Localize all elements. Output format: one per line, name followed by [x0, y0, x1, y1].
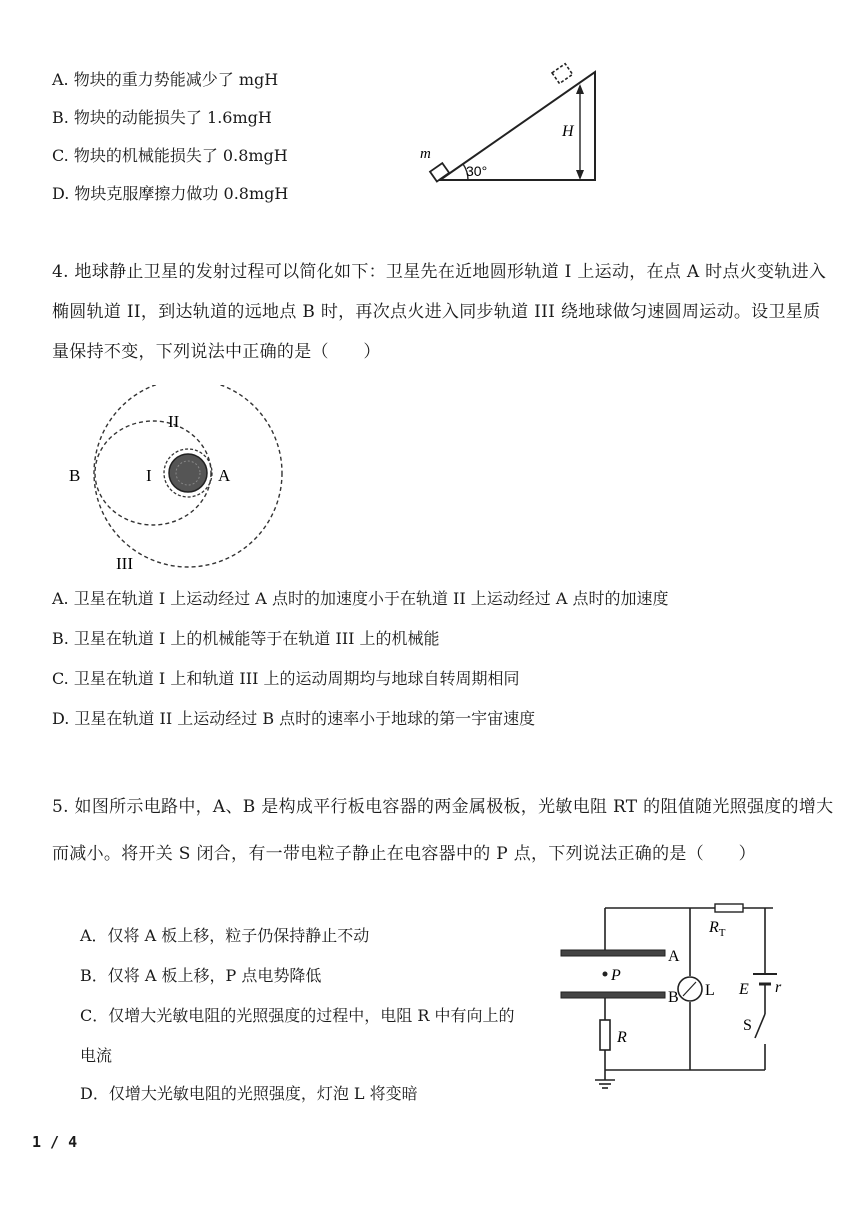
q5-stem-line1: 5. 如图所示电路中，A、B 是构成平行板电容器的两金属极板，光敏电阻 RT 的阻值随光照强度的增大 — [52, 797, 834, 817]
switch-label: S — [743, 1017, 752, 1034]
q4-stem-line3: 量保持不变，下列说法中正确的是（ ） — [52, 342, 381, 362]
q4-option-b: B. 卫星在轨道 I 上的机械能等于在轨道 III 上的机械能 — [52, 629, 440, 648]
point-a-label: A — [218, 466, 231, 485]
orbit-figure — [60, 385, 300, 575]
q5-option-a: A．仅将 A 板上移，粒子仍保持静止不动 — [80, 926, 370, 945]
emf-label: E — [739, 981, 749, 998]
plate-a-label: A — [668, 948, 680, 965]
incline-figure — [410, 60, 610, 190]
q5-stem-line2: 而减小。将开关 S 闭合，有一带电粒子静止在电容器中的 P 点，下列说法正确的是（ ） — [52, 844, 756, 864]
q5-option-d: D．仅增大光敏电阻的光照强度，灯泡 L 将变暗 — [80, 1084, 418, 1103]
q4-stem-line1: 4. 地球静止卫星的发射过程可以简化如下：卫星先在近地圆形轨道 I 上运动，在点 A 时点火变轨进入 — [52, 262, 827, 282]
plate-a — [561, 950, 665, 956]
point-p-label: P — [611, 967, 621, 984]
page-number: 1 / 4 — [32, 1133, 78, 1151]
q4-stem-line2: 椭圆轨道 II，到达轨道的远地点 B 时，再次点火进入同步轨道 III 绕地球做匀速圆周运动。设卫星质 — [52, 302, 821, 322]
height-label: H — [562, 123, 574, 140]
q3-option-a: A. 物块的重力势能减少了 mgH — [52, 70, 279, 89]
q5-option-b: B．仅将 A 板上移，P 点电势降低 — [80, 966, 322, 985]
q3-option-b: B. 物块的动能损失了 1.6mgH — [52, 108, 272, 127]
point-b-label: B — [69, 466, 81, 485]
orbit-iii-label: III — [116, 554, 133, 573]
lamp-label: L — [705, 982, 715, 999]
plate-b-label: B — [668, 989, 679, 1006]
resistor-r — [600, 1020, 610, 1050]
mass-label: m — [420, 146, 431, 162]
block-bottom — [430, 163, 449, 181]
q5-option-c: C．仅增大光敏电阻的光照强度的过程中，电阻 R 中有向上的 — [80, 1006, 515, 1025]
circuit-figure — [555, 898, 790, 1098]
q3-option-d: D. 物块克服摩擦力做功 0.8mgH — [52, 184, 289, 203]
plate-b — [561, 992, 665, 998]
q3-option-c: C. 物块的机械能损失了 0.8mgH — [52, 146, 288, 165]
earth — [169, 454, 207, 492]
q4-option-d: D. 卫星在轨道 II 上运动经过 B 点时的速率小于地球的第一宇宙速度 — [52, 709, 536, 728]
angle-label: 30° — [466, 163, 488, 179]
q4-option-c: C. 卫星在轨道 I 上和轨道 III 上的运动周期均与地球自转周期相同 — [52, 669, 520, 688]
internal-r-label: r — [775, 979, 782, 996]
switch — [755, 1014, 765, 1038]
q4-option-a: A. 卫星在轨道 I 上运动经过 A 点时的加速度小于在轨道 II 上运动经过 A 点时的加速度 — [52, 589, 669, 608]
rt-label: $R_T$ — [709, 919, 726, 939]
resistor-r-label: R — [617, 1029, 627, 1046]
orbit-i-label: I — [146, 466, 152, 485]
q5-option-c-cont: 电流 — [80, 1046, 113, 1065]
orbit-ii-label: II — [168, 412, 180, 431]
block-top-dashed — [552, 64, 573, 84]
point-p — [603, 972, 608, 977]
